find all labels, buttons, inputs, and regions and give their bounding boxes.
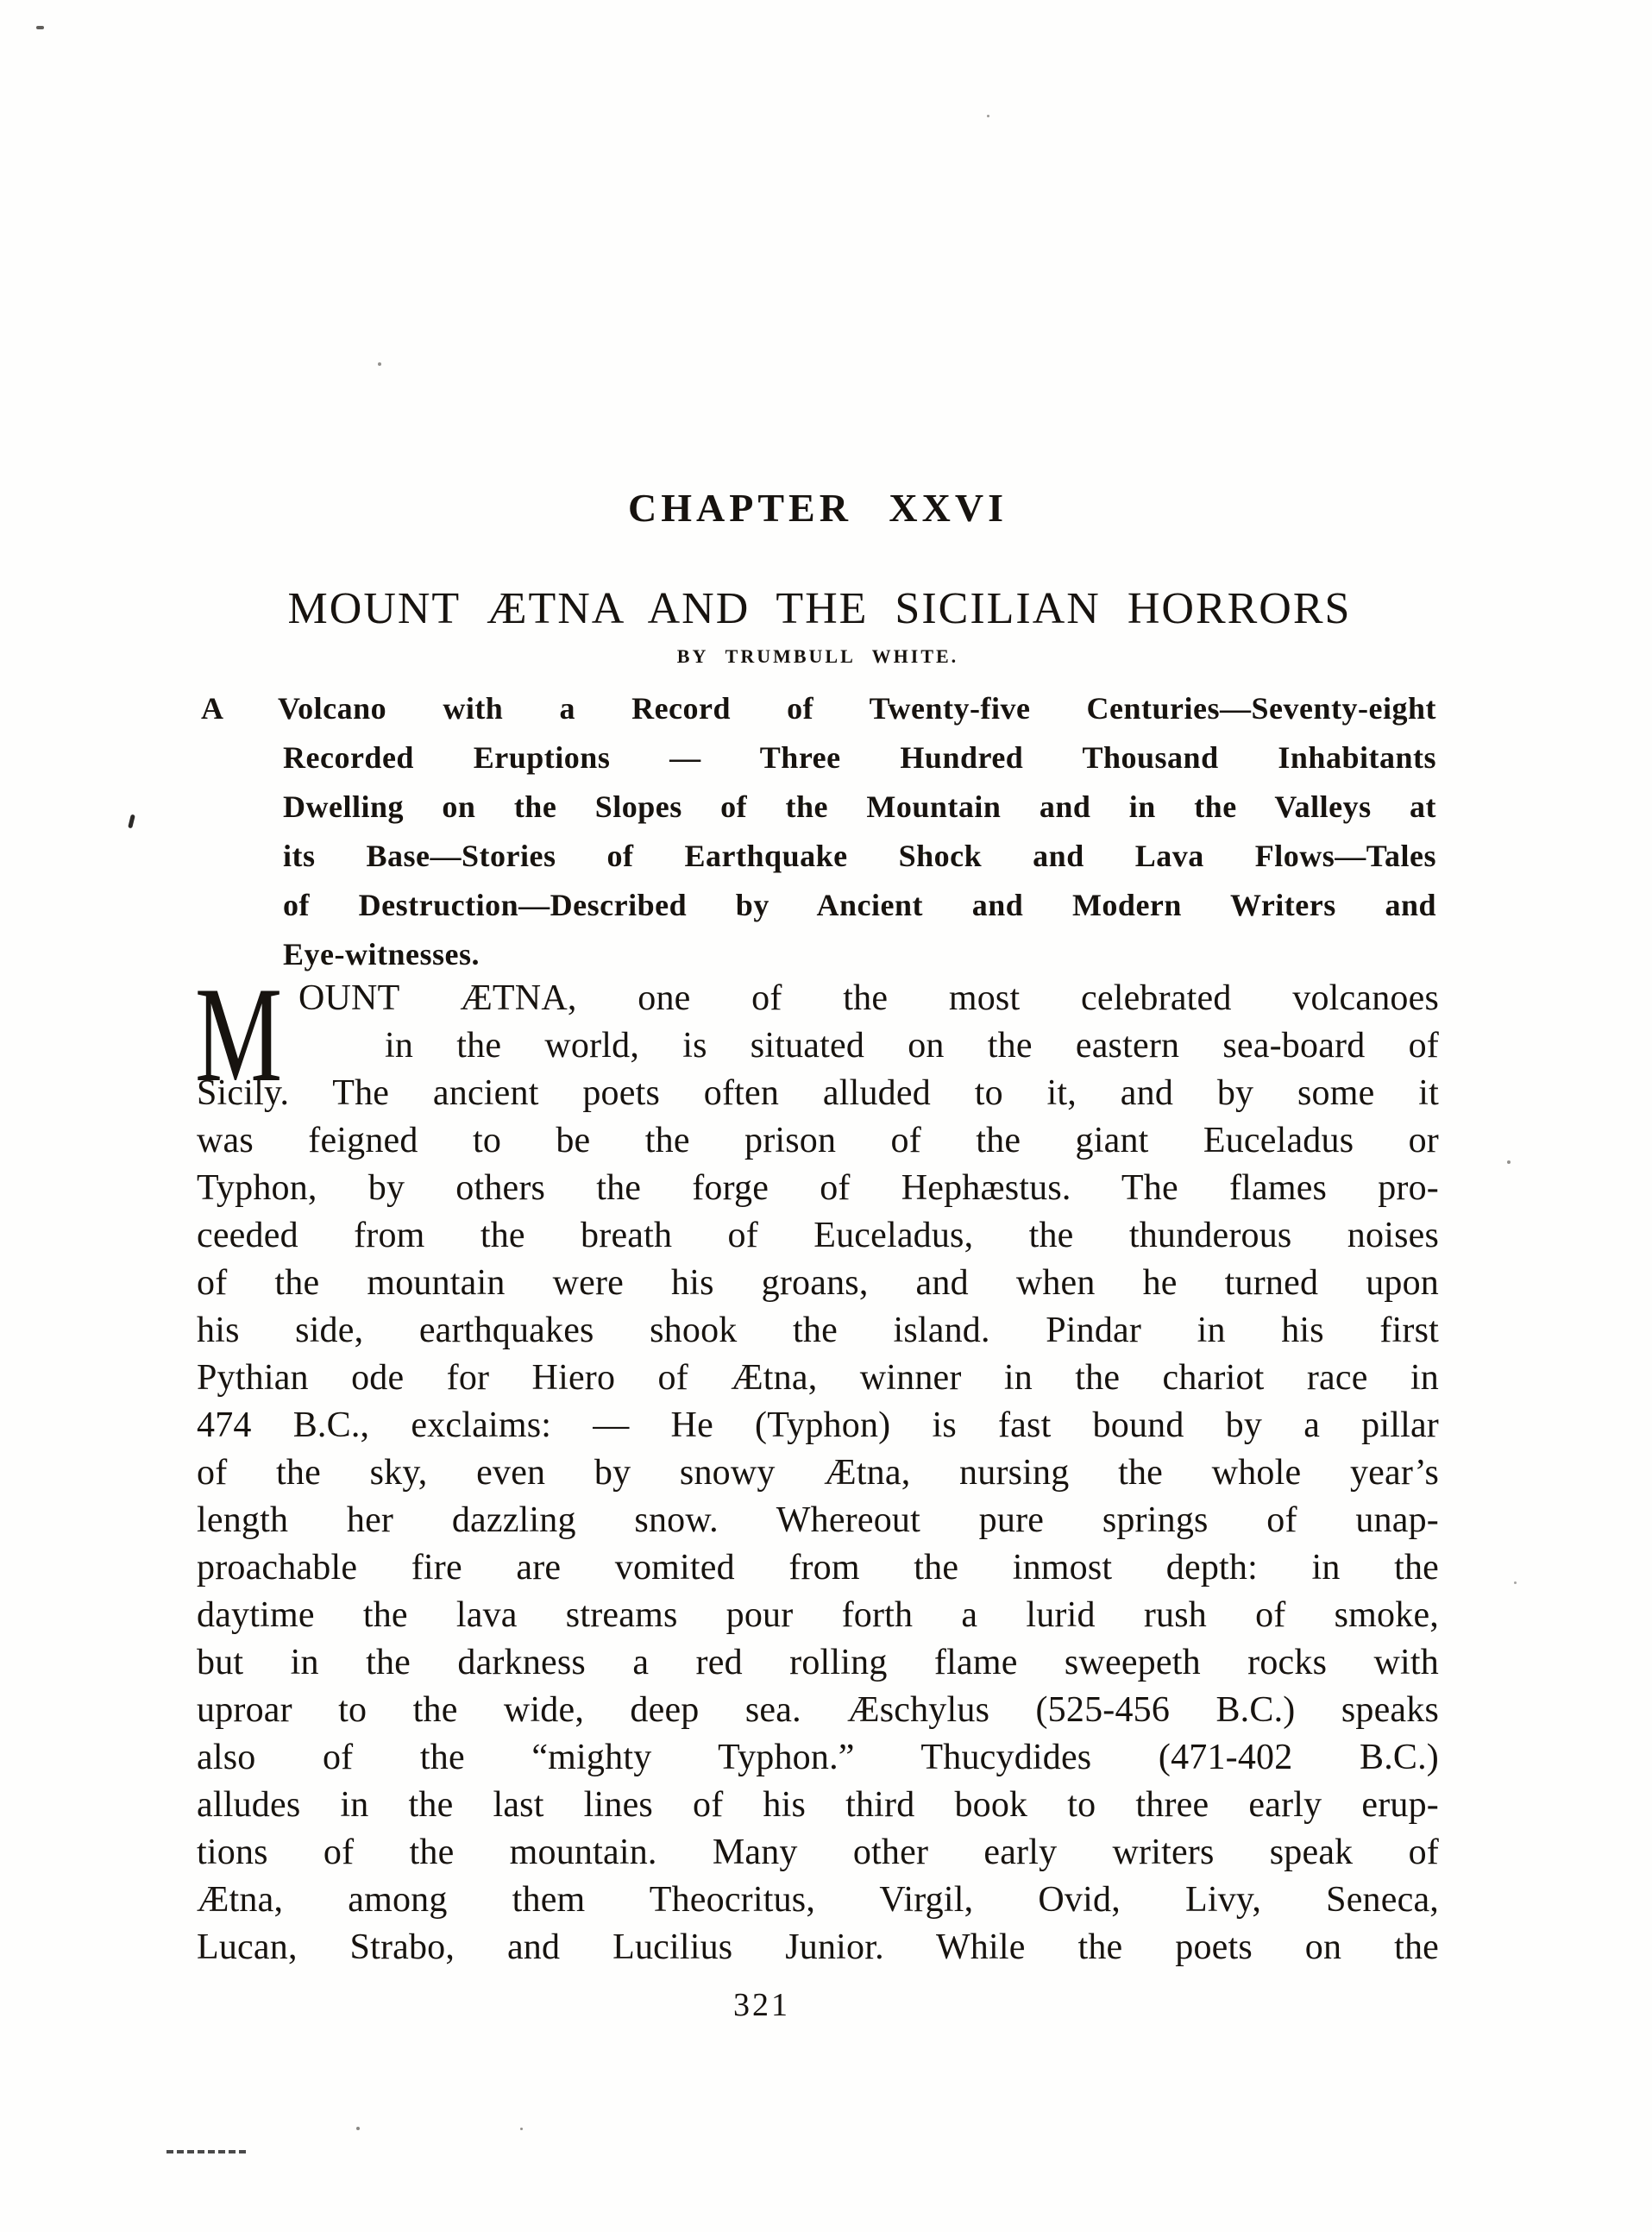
body-line: Pythian ode for Hiero of Ætna, winner in the chariot race in <box>197 1358 1439 1398</box>
scan-speck <box>356 2127 360 2130</box>
body-line: of the sky, even by snowy Ætna, nursing the whole year’s <box>197 1453 1439 1493</box>
body-line: length her dazzling snow. Whereout pure springs of unap- <box>197 1500 1439 1540</box>
scan-speck <box>987 115 989 117</box>
summary-line: Eye-witnesses. <box>283 937 480 971</box>
body-line: Lucan, Strabo, and Lucilius Junior. While the poets on the <box>197 1927 1439 1967</box>
body-line: proachable fire are vomited from the inmost depth: in the <box>197 1548 1439 1588</box>
body-line: daytime the lava streams pour forth a lurid rush of smoke, <box>197 1595 1439 1635</box>
scan-speck <box>1514 1581 1517 1584</box>
body-line: but in the darkness a red rolling flame sweepeth rocks with <box>197 1643 1439 1682</box>
chapter-heading: CHAPTER XXVI <box>628 486 1008 530</box>
summary-line: Recorded Eruptions — Three Hundred Thousand Inhabitants <box>283 740 1436 775</box>
body-line: alludes in the last lines of his third book to three early erup- <box>197 1785 1439 1825</box>
page-number: 321 <box>733 1987 790 2023</box>
body-line: Ætna, among them Theocritus, Virgil, Ovid, Livy, Seneca, <box>197 1880 1439 1920</box>
drop-cap: M <box>195 959 283 1110</box>
body-line: was feigned to be the prison of the giant Euceladus or <box>197 1121 1439 1160</box>
body-line: of the mountain were his groans, and when he turned upon <box>197 1263 1439 1303</box>
summary-line: A Volcano with a Record of Twenty-five Centuries—Seventy-eight <box>201 691 1436 726</box>
body-line: in the world, is situated on the eastern sea-board of <box>385 1026 1439 1066</box>
body-line: uproar to the wide, deep sea. Æschylus (525-456 B.C.) speaks <box>197 1690 1439 1730</box>
scan-speck <box>36 26 44 29</box>
page-title: MOUNT ÆTNA AND THE SICILIAN HORRORS <box>287 584 1352 633</box>
scan-speck <box>128 814 135 829</box>
chapter-summary <box>201 684 1436 979</box>
body-line: Sicily. The ancient poets often alluded to it, and by some it <box>197 1073 1439 1113</box>
scan-speck <box>520 2128 523 2130</box>
body-line: Typhon, by others the forge of Hephæstus. The flames pro- <box>197 1168 1439 1208</box>
body-line: also of the “mighty Typhon.” Thucydides (471-402 B.C.) <box>197 1738 1439 1777</box>
summary-line: its Base—Stories of Earthquake Shock and Lava Flows—Tales <box>283 839 1436 873</box>
body-line: OUNT ÆTNA, one of the most celebrated volcanoes <box>298 978 1439 1018</box>
body-line: 474 B.C., exclaims: — He (Typhon) is fast bound by a pillar <box>197 1405 1439 1445</box>
body-line: his side, earthquakes shook the island. Pindar in his first <box>197 1311 1439 1350</box>
pencil-mark <box>166 2150 246 2153</box>
summary-line: of Destruction—Described by Ancient and Modern Writers and <box>283 888 1436 922</box>
summary-line: Dwelling on the Slopes of the Mountain and in the Valleys at <box>283 789 1436 824</box>
byline: BY TRUMBULL WHITE. <box>676 645 959 667</box>
body-text <box>195 959 1439 1971</box>
body-line: ceeded from the breath of Euceladus, the thunderous noises <box>197 1216 1439 1255</box>
scan-speck <box>1507 1160 1511 1164</box>
scan-speck <box>378 362 381 366</box>
body-line: tions of the mountain. Many other early writers speak of <box>197 1833 1439 1872</box>
